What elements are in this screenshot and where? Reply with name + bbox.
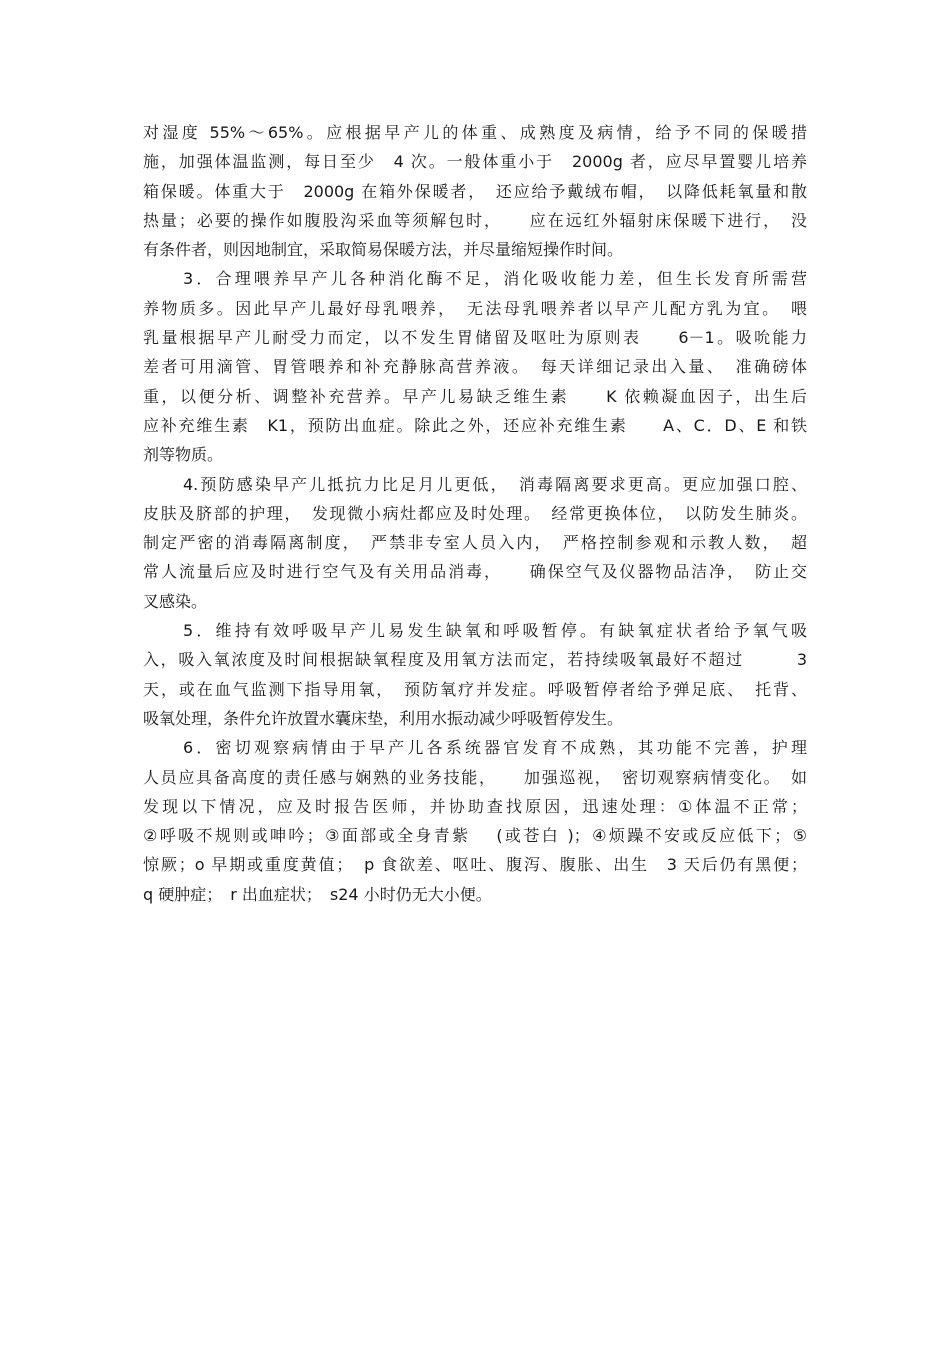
- text-line: 5．维持有效呼吸早产儿易发生缺氧和呼吸暂停。有缺氧症状者给予氧气吸: [183, 621, 807, 641]
- text-line: 热量；必要的操作如腹股沟采血等须解包时， 应在远红外辐射床保暖下进行， 没: [143, 210, 807, 230]
- text-line: ②呼吸不规则或呻吟；③面部或全身青紫 (或苍白 )；④烦躁不安或反应低下；⑤: [143, 826, 807, 846]
- text-line: 皮肤及脐部的护理， 发现微小病灶都应及时处理。 经常更换体位， 以防发生肺炎。: [143, 503, 807, 523]
- text-line: 4.预防感染早产儿抵抗力比足月儿更低， 消毒隔离要求更高。更应加强口腔、: [183, 474, 807, 494]
- text-line: 叉感染。: [143, 591, 208, 611]
- text-line: 有条件者，则因地制宜，采取简易保暖方法，并尽量缩短操作时间。: [143, 240, 624, 260]
- text-line: 常人流量后应及时进行空气及有关用品消毒， 确保空气及仪器物品洁净， 防止交: [143, 562, 807, 582]
- text-line: 吸氧处理，条件允许放置水囊床垫，利用水振动减少呼吸暂停发生。: [143, 708, 624, 728]
- text-line: 天，或在血气监测下指导用氧， 预防氧疗并发症。呼吸暂停者给予弹足底、 托背、: [143, 679, 807, 699]
- text-line: 乳量根据早产儿耐受力而定，以不发生胃储留及呕吐为原则表 6－1。吸吮能力: [143, 328, 807, 348]
- text-line: 箱保暖。体重大于 2000g 在箱外保暖者， 还应给予戴绒布帽， 以降低耗氧量和散: [143, 181, 807, 201]
- text-line: 惊厥；o 早期或重度黄值； p 食欲差、呕吐、腹泻、腹胀、出生 3 天后仍有黑便；: [143, 855, 807, 875]
- text-line: 入，吸入氧浓度及时间根据缺氧程度及用氧方法而定，若持续吸氧最好不超过 3: [143, 650, 807, 670]
- text-line: 施，加强体温监测，每日至少 4 次。一般体重小于 2000g 者，应尽早置婴儿培养: [143, 152, 807, 172]
- text-line: 对湿度 55%～65%。应根据早产儿的体重、成熟度及病情，给予不同的保暖措: [143, 123, 807, 142]
- text-line: 人员应具备高度的责任感与娴熟的业务技能， 加强巡视， 密切观察病情变化。 如: [143, 767, 807, 787]
- text-line: 应补充维生素 K1，预防出血症。除此之外，还应补充维生素 A、C．D、E 和铁: [143, 415, 807, 435]
- document-body: [143, 118, 807, 909]
- text-line: 3．合理喂养早产儿各种消化酶不足，消化吸收能力差，但生长发育所需营: [183, 269, 807, 289]
- text-line: 养物质多。因此早产儿最好母乳喂养， 无法母乳喂养者以早产儿配方乳为宜。 喂: [143, 298, 807, 318]
- text-line: 发现以下情况，应及时报告医师，并协助查找原因，迅速处理：①体温不正常；: [143, 796, 807, 816]
- text-line: 6．密切观察病情由于早产儿各系统器官发育不成熟，其功能不完善，护理: [183, 738, 807, 758]
- text-line: 差者可用滴管、胃管喂养和补充静脉高营养液。 每天详细记录出入量、 准确磅体: [143, 357, 807, 377]
- text-line: 制定严密的消毒隔离制度， 严禁非专室人员入内， 严格控制参观和示教人数， 超: [143, 533, 807, 553]
- text-line: q 硬肿症； r 出血症状； s24 小时仍无大小便。: [143, 884, 492, 904]
- text-line: 重，以便分析、调整补充营养。早产儿易缺乏维生素 K 依赖凝血因子，出生后: [143, 386, 807, 406]
- text-line: 剂等物质。: [143, 445, 224, 465]
